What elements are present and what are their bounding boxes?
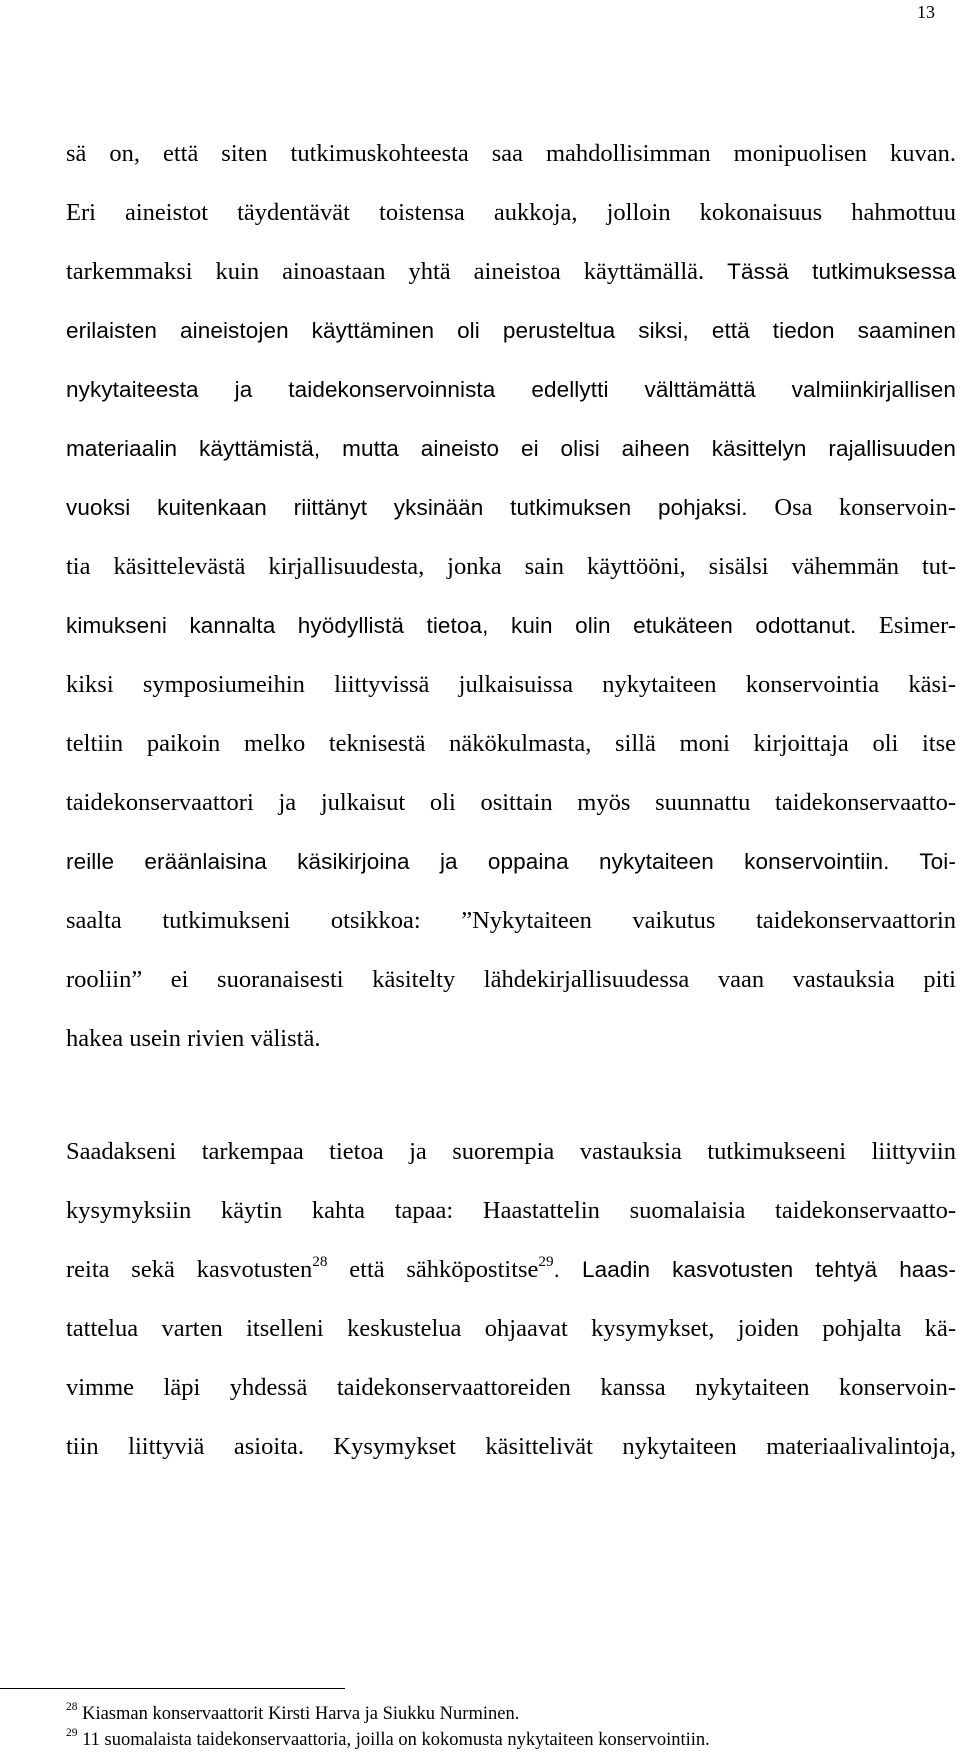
- text-span: Osa konservoin-: [774, 494, 956, 521]
- text-span: kimukseni kannalta hyödyllistä tietoa, kuin olin etukäteen odottanut.: [66, 613, 879, 638]
- text-line: materiaalin käyttämistä, mutta aineisto ei olisi aiheen käsittelyn rajallisuuden: [66, 436, 956, 461]
- footnote-number: 28: [66, 1700, 78, 1713]
- footnote-number: 29: [66, 1726, 78, 1739]
- text-line: kiksi symposiumeihin liittyvissä julkaisuissa nykytaiteen konservointia käsi-: [66, 671, 956, 698]
- text-line: saalta tutkimukseni otsikkoa: ”Nykytaiteen vaikutus taidekonservaattorin: [66, 907, 956, 934]
- text-line: sä on, että siten tutkimuskohteesta saa mahdollisimman monipuolisen kuvan.: [66, 140, 956, 167]
- text-span: . Laadin kasvotusten tehtyä haas-: [553, 1257, 956, 1282]
- text-line: taidekonservaattori ja julkaisut oli osittain myös suunnattu taidekonservaatto-: [66, 789, 956, 816]
- text-line: erilaisten aineistojen käyttäminen oli perusteltua siksi, että tiedon saaminen: [66, 318, 956, 343]
- text-line: tattelua varten itselleni keskustelua ohjaavat kysymykset, joiden pohjalta kä-: [66, 1315, 956, 1342]
- text-line: nykytaiteesta ja taidekonservoinnista edellytti välttämättä valmiinkirjallisen: [66, 377, 956, 402]
- text-line: Eri aineistot täydentävät toistensa aukkoja, jolloin kokonaisuus hahmottuu: [66, 199, 956, 226]
- footnote-29: [66, 1726, 710, 1751]
- text-line: tiin liittyviä asioita. Kysymykset käsittelivät nykytaiteen materiaalivalintoja,: [66, 1433, 956, 1460]
- text-line: hakea usein rivien välistä.: [66, 1025, 321, 1052]
- text-line: vimme läpi yhdessä taidekonservaattoreiden kanssa nykytaiteen konservoin-: [66, 1374, 956, 1401]
- text-span: tarkemmaksi kuin ainoastaan yhtä aineistoa käyttämällä.: [66, 258, 728, 285]
- footnote-28: [66, 1700, 520, 1725]
- text-line: teltiin paikoin melko teknisestä näkökulmasta, sillä moni kirjoittaja oli itse: [66, 730, 956, 757]
- footnote-ref-29[interactable]: 29: [538, 1252, 554, 1270]
- text-line: Saadakseni tarkempaa tietoa ja suorempia vastauksia tutkimukseeni liittyviin: [66, 1138, 956, 1165]
- text-span: vuoksi kuitenkaan riittänyt yksinään tutkimuksen pohjaksi.: [66, 495, 775, 520]
- text-line: [66, 611, 956, 641]
- text-line: kysymyksiin käytin kahta tapaa: Haastattelin suomalaisia taidekonservaatto-: [66, 1197, 956, 1224]
- footnote-ref-28[interactable]: 28: [312, 1252, 328, 1270]
- text-span: Tässä tutkimuksessa: [727, 259, 956, 284]
- footnote-separator: [0, 1688, 345, 1689]
- text-span: Esimer-: [878, 612, 956, 639]
- text-line: reille eräänlaisina käsikirjoina ja oppaina nykytaiteen konservointiin. Toi-: [66, 849, 956, 874]
- text-line: [66, 493, 956, 523]
- text-line: [66, 257, 956, 287]
- text-span: että sähköpostitse: [327, 1256, 539, 1283]
- footnote-text: Kiasman konservaattorit Kirsti Harva ja Siukku Nurminen.: [77, 1704, 520, 1724]
- text-line: rooliin” ei suoranaisesti käsitelty lähdekirjallisuudessa vaan vastauksia piti: [66, 966, 956, 993]
- text-line: tia käsittelevästä kirjallisuudesta, jonka sain käyttööni, sisälsi vähemmän tut-: [66, 553, 956, 580]
- text-line: [66, 1252, 956, 1285]
- page-number: 13: [917, 2, 935, 22]
- text-span: reita sekä kasvotusten: [66, 1256, 313, 1283]
- footnote-text: 11 suomalaista taidekonservaattoria, joilla on kokomusta nykytaiteen konservointiin.: [77, 1730, 710, 1750]
